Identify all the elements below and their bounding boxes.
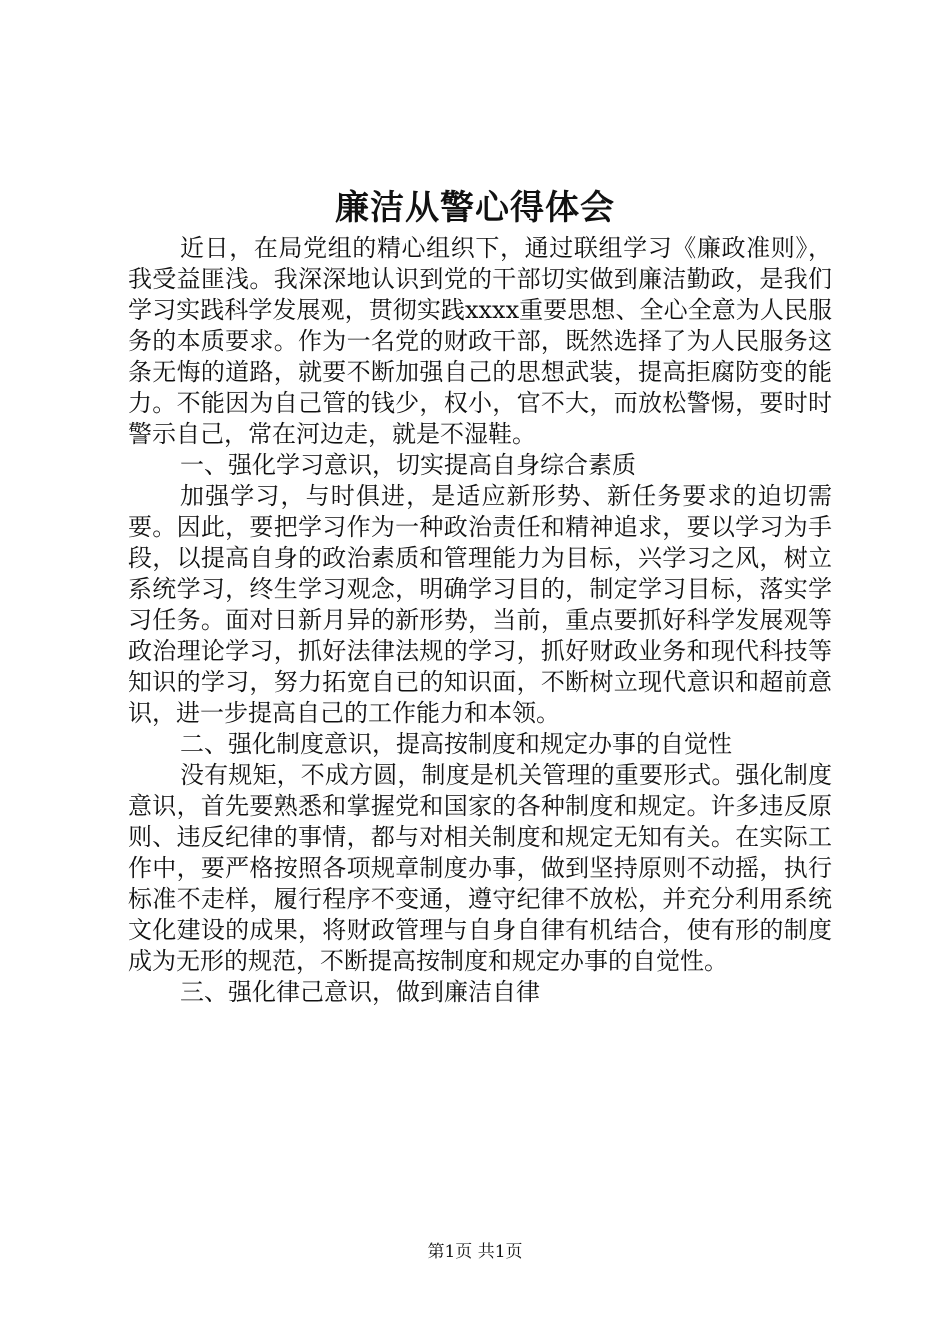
paragraph-section-1: 加强学习，与时俱进，是适应新形势、新任务要求的迫切需要。因此，要把学习作为一种政治责任和精神追求，要以学习为手段，以提高自身的政治素质和管理能力为目标，兴学习之风，树立系统学习，终生学习观念，明确学习目的，制定学习目标，落实学习任务。面对日新月异的新形势，当前，重点要抓好科学发展观等政治理论学习，抓好法律法规的学习，抓好财政业务和现代科技等知识的学习，努力拓宽自已的知识面，不断树立现代意识和超前意识，进一步提高自己的工作能力和本领。 xyxy=(128,482,832,727)
page-footer: 第1页 共1页 xyxy=(427,1242,523,1262)
paragraph-intro: 近日，在局党组的精心组织下，通过联组学习《廉政准则》，我受益匪浅。我深深地认识到党的干部切实做到廉洁勤政，是我们学习实践科学发展观，贯彻实践xxxx重要思想、全心全意为人民服务的本质要求。作为一名党的财政干部，既然选择了为人民服务这条无悔的道路，就要不断加强自己的思想武装，提高拒腐防变的能力。不能因为自己管的钱少，权小，官不大，而放松警惕，要时时警示自己，常在河边走，就是不湿鞋。 xyxy=(128,234,832,448)
document-title: 廉洁从警心得体会 xyxy=(335,188,615,228)
document-body xyxy=(128,233,832,1008)
section-heading-1: 一、强化学习意识，切实提高自身综合素质 xyxy=(180,451,636,479)
section-heading-3: 三、强化律己意识，做到廉洁自律 xyxy=(180,978,540,1006)
section-heading-2: 二、强化制度意识，提高按制度和规定办事的自觉性 xyxy=(180,730,732,758)
paragraph-section-2: 没有规矩，不成方圆，制度是机关管理的重要形式。强化制度意识，首先要熟悉和掌握党和国家的各种制度和规定。许多违反原则、违反纪律的事情，都与对相关制度和规定无知有关。在实际工作中，要严格按照各项规章制度办事，做到坚持原则不动摇，执行标准不走样，履行程序不变通，遵守纪律不放松，并充分利用系统文化建设的成果，将财政管理与自身自律有机结合，使有形的制度成为无形的规范，不断提高按制度和规定办事的自觉性。 xyxy=(128,761,832,975)
